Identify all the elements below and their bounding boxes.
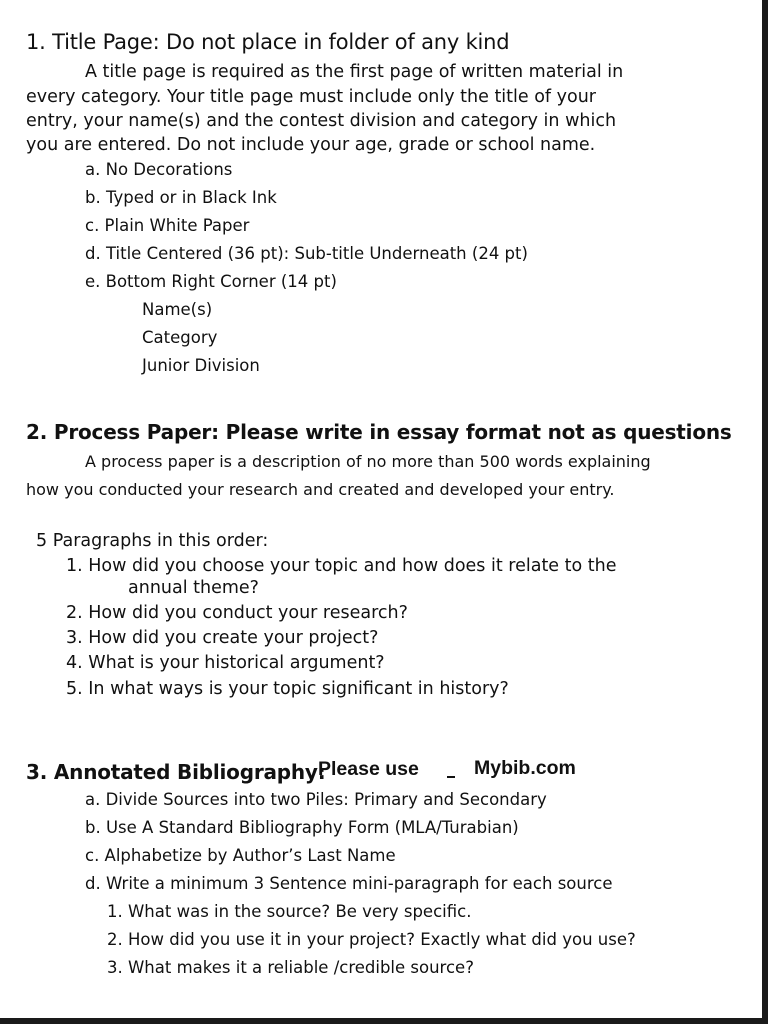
bibliography-question: 3. What makes it a reliable /credible source? [107, 958, 474, 977]
underline-mark [447, 776, 455, 778]
process-question: 1. How did you choose your topic and how does it relate to the [66, 556, 617, 576]
page-right-border [762, 0, 768, 1024]
bibliography-step: a. Divide Sources into two Piles: Primary and Secondary [85, 790, 547, 809]
section-1-paragraph-line: every category. Your title page must include only the title of your [26, 87, 597, 107]
process-question: 2. How did you conduct your research? [66, 603, 408, 623]
bibliography-step: d. Write a minimum 3 Sentence mini-paragraph for each source [85, 874, 613, 893]
title-page-requirement: e. Bottom Right Corner (14 pt) [85, 272, 337, 291]
bibliography-question: 1. What was in the source? Be very specific. [107, 902, 472, 921]
title-page-requirement: a. No Decorations [85, 160, 233, 179]
please-use-label: Please use [318, 758, 419, 780]
title-page-corner-line: Junior Division [142, 356, 260, 375]
paragraphs-intro: 5 Paragraphs in this order: [36, 531, 269, 551]
title-page-requirement: c. Plain White Paper [85, 216, 250, 235]
section-1-paragraph-line: A title page is required as the first page of written material in [85, 62, 624, 82]
process-question-continuation: annual theme? [128, 578, 259, 598]
bibliography-step: c. Alphabetize by Author’s Last Name [85, 846, 396, 865]
title-page-corner-line: Name(s) [142, 300, 213, 319]
section-2-paragraph-line: how you conducted your research and created and developed your entry. [26, 480, 615, 499]
section-2-paragraph-line: A process paper is a description of no more than 500 words explaining [85, 452, 651, 471]
page-bottom-border [0, 1018, 768, 1024]
process-question: 5. In what ways is your topic significant in history? [66, 679, 509, 699]
section-1-heading: 1. Title Page: Do not place in folder of any kind [26, 30, 510, 54]
process-question: 3. How did you create your project? [66, 628, 379, 648]
process-question: 4. What is your historical argument? [66, 653, 385, 673]
bibliography-question: 2. How did you use it in your project? Exactly what did you use? [107, 930, 636, 949]
title-page-corner-line: Category [142, 328, 218, 347]
section-2-heading: 2. Process Paper: Please write in essay format not as questions [26, 420, 732, 444]
bibliography-step: b. Use A Standard Bibliography Form (MLA/Turabian) [85, 818, 519, 837]
title-page-requirement: b. Typed or in Black Ink [85, 188, 277, 207]
section-1-paragraph-line: entry, your name(s) and the contest division and category in which [26, 111, 617, 131]
section-1-paragraph-line: you are entered. Do not include your age, grade or school name. [26, 135, 596, 155]
mybib-site-link: Mybib.com [474, 757, 576, 779]
section-3-heading: 3. Annotated Bibliography: [26, 760, 326, 784]
title-page-requirement: d. Title Centered (36 pt): Sub-title Underneath (24 pt) [85, 244, 528, 263]
